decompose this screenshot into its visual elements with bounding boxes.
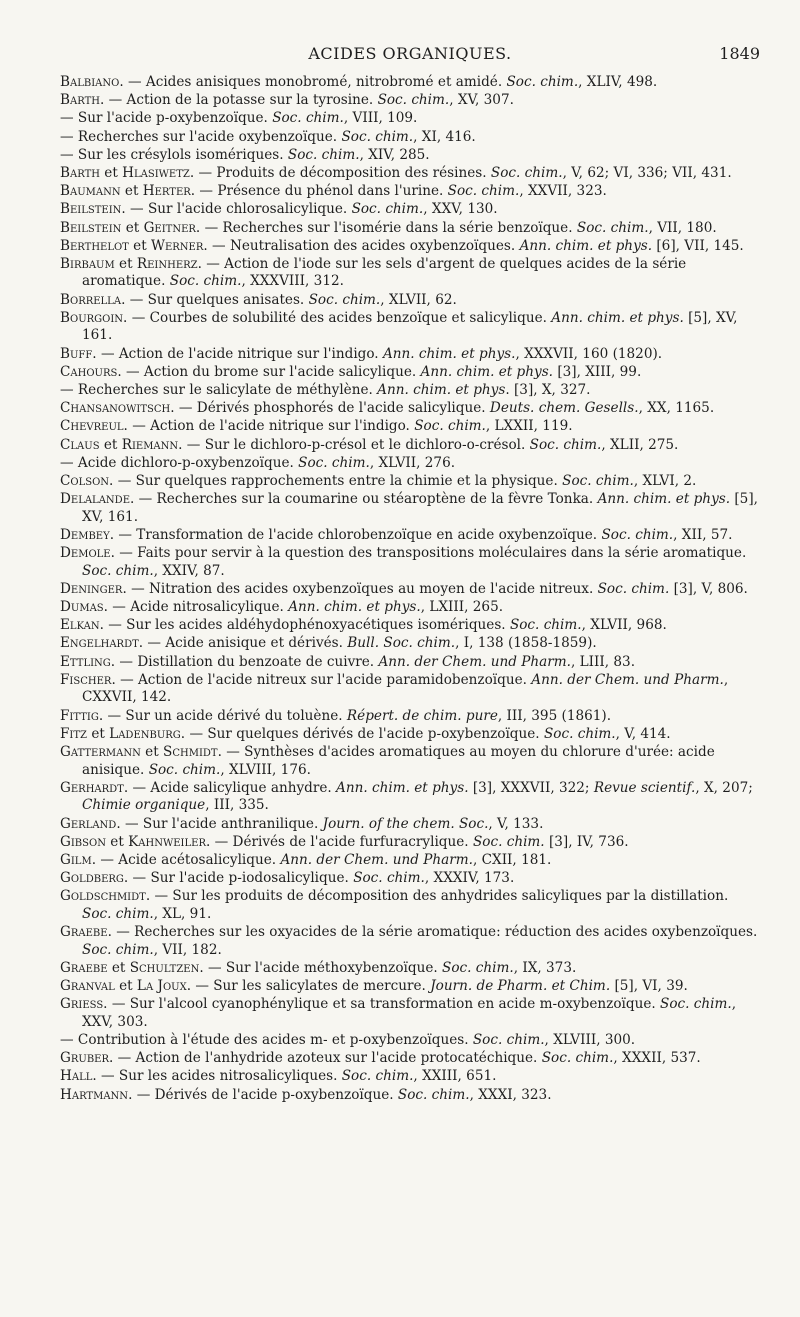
- entry-text: . — Sur les salicylates de mercure.: [186, 978, 431, 995]
- bibliography-entry: [60, 292, 760, 310]
- entry-text: [6], VII, 145.: [652, 237, 744, 254]
- author-name: Griess: [60, 996, 104, 1013]
- author-name: Fischer: [60, 671, 112, 688]
- entry-text: et: [99, 436, 122, 453]
- bibliography-entry: [60, 201, 760, 219]
- journal-title: Soc. chim.: [472, 833, 545, 850]
- author-name: La Joux: [136, 978, 187, 995]
- bibliography-entry: [60, 400, 760, 418]
- entry-text: , XLVII, 62.: [380, 291, 457, 308]
- journal-title: Soc. chim.: [272, 110, 344, 127]
- journal-title: Ann. der Chem. und Pharm.: [280, 851, 473, 868]
- entry-text: . — Sur le dichloro-p-crésol et le dichloro-o-crésol.: [178, 436, 530, 453]
- bibliography-entry: [60, 220, 760, 238]
- journal-title: Soc. chim.: [541, 1050, 614, 1067]
- journal-title: Ann. chim. et phys.: [597, 491, 731, 508]
- entry-text: . — Acide salicylique anhydre.: [123, 779, 337, 796]
- entry-text: . — Recherches sur l'isomérie dans la série benzoïque.: [195, 219, 577, 236]
- author-name: Schmidt: [163, 743, 218, 760]
- journal-title: Soc. chim.: [601, 526, 674, 543]
- bibliography-entry: [60, 852, 760, 870]
- entry-text: , XLVII, 968.: [581, 617, 667, 634]
- journal-title: Ann. der Chem. und Pharm.: [378, 653, 571, 670]
- journal-title: Soc. chim.: [397, 1086, 470, 1103]
- entry-text: , III, 335.: [205, 797, 269, 814]
- bibliography-entry: [60, 888, 760, 923]
- entry-text: . — Sur les produits de décomposition des anhydrides salicyliques par la distillation.: [145, 888, 729, 905]
- bibliography-entry: [60, 183, 760, 201]
- entry-text: et: [120, 183, 143, 200]
- bibliography-entry: [60, 346, 760, 364]
- bibliography-entry: [60, 924, 760, 959]
- journal-title: Soc. chim.: [82, 562, 154, 579]
- bibliography-entry: [60, 147, 760, 165]
- entry-text: . — Synthèses d'acides aromatiques au moyen du chlorure d'urée: acide anisique.: [82, 743, 715, 778]
- journal-title: Soc. chim.: [472, 1032, 545, 1048]
- bibliography-entry: [60, 617, 760, 635]
- journal-title: Bull. Soc. chim.: [347, 635, 456, 652]
- bibliography-entry: [60, 581, 760, 599]
- entry-text: , X, 207;: [695, 779, 753, 796]
- running-head: [60, 44, 760, 66]
- page-number: 1849: [719, 44, 760, 63]
- bibliography-entry: [60, 978, 760, 996]
- author-name: Granval: [60, 978, 115, 995]
- bibliography-entry: [60, 672, 760, 707]
- author-name: Elkan: [60, 617, 100, 634]
- entry-text: , I, 138 (1858-1859).: [455, 635, 597, 652]
- author-name: Cahours: [60, 363, 118, 380]
- bibliography-entry: [60, 382, 760, 400]
- bibliography-entry: [60, 129, 760, 147]
- entry-text: , V, 62; VI, 336; VII, 431.: [562, 164, 732, 181]
- entry-text: . — Sur quelques dérivés de l'acide p-oxybenzoïque.: [180, 725, 544, 742]
- entry-text: . — Acide anisique et dérivés.: [138, 635, 348, 652]
- entry-text: , XV, 307.: [449, 92, 514, 109]
- journal-title: Soc. chim.: [509, 617, 582, 634]
- bibliography-entry: [60, 780, 760, 815]
- entry-text: et: [105, 833, 129, 850]
- journal-title: Soc. chim.: [442, 959, 514, 976]
- entry-text: . — Sur les acides aldéhydophénoxyacétiques isomériques.: [99, 617, 510, 634]
- entry-text: . — Transformation de l'acide chlorobenzoïque en acide oxybenzoïque.: [109, 526, 602, 543]
- entry-text: . — Action de l'iode sur les sels d'argent de quelques acides de la série aromatique.: [82, 255, 687, 290]
- entry-text: . — Neutralisation des acides oxybenzoïques.: [203, 237, 520, 254]
- bibliography-entry: [60, 238, 760, 256]
- author-name: Riemann: [121, 436, 179, 453]
- journal-title: Ann. chim. et phys.: [420, 363, 553, 380]
- entry-text: , XXIII, 651.: [413, 1068, 497, 1085]
- journal-title: Soc. chim.: [148, 761, 221, 778]
- entry-text: . — Courbes de solubilité des acides benzoïque et salicylique.: [123, 309, 552, 326]
- author-name: Gerland: [60, 815, 117, 832]
- entry-text: , VII, 182.: [153, 941, 222, 958]
- entry-text: . — Sur quelques anisates.: [121, 291, 309, 308]
- entry-text: . — Action de l'anhydride azoteux sur l'acide protocatéchique.: [109, 1050, 542, 1067]
- entry-text: . — Action de la potasse sur la tyrosine.: [99, 92, 378, 109]
- entry-text: , V, 133.: [488, 815, 544, 832]
- entry-text: , XLIV, 498.: [578, 74, 658, 90]
- entry-text: , LIII, 83.: [570, 653, 636, 670]
- author-name: Chevreul: [60, 418, 124, 435]
- author-name: Dumas: [60, 599, 104, 616]
- journal-title: Soc. chim.: [341, 1068, 414, 1085]
- journal-title: Ann. chim. et phys.: [336, 779, 469, 796]
- entry-text: . — Distillation du benzoate de cuivre.: [110, 653, 379, 670]
- journal-title: Revue scientif.: [593, 779, 696, 796]
- entry-text: — Recherches sur l'acide oxybenzoïque.: [60, 128, 342, 145]
- journal-title: Soc. chim.: [287, 146, 360, 163]
- entry-text: , VIII, 109.: [343, 110, 418, 127]
- entry-text: . — Acide nitrosalicylique.: [103, 599, 289, 616]
- journal-title: Soc. chim.: [82, 905, 154, 922]
- entry-text: , XIV, 285.: [359, 146, 430, 163]
- entry-text: , XX, 1165.: [638, 400, 715, 417]
- bibliography-entry: [60, 834, 760, 852]
- entry-text: , XII, 57.: [673, 526, 733, 543]
- author-name: Goldberg: [60, 870, 124, 887]
- entry-text: et: [114, 978, 137, 995]
- author-name: Goldschmidt: [60, 888, 146, 905]
- entry-text: — Acide dichloro-p-oxybenzoïque.: [60, 454, 299, 471]
- entry-text: , XXV, 130.: [423, 201, 498, 218]
- author-name: Kahnweiler: [128, 833, 206, 850]
- entry-text: et: [99, 164, 123, 181]
- author-name: Bourgoin: [60, 309, 124, 326]
- journal-title: Soc. chim.: [660, 996, 732, 1013]
- author-name: Schultzen: [129, 959, 200, 976]
- entry-text: , XXXVIII, 312.: [241, 273, 344, 290]
- entry-text: , III, 395 (1861).: [497, 707, 612, 724]
- journal-title: Soc. chim.: [543, 725, 616, 742]
- journal-title: Ann. chim. et phys: [377, 382, 506, 398]
- entry-text: , XLVII, 276.: [369, 454, 456, 471]
- entry-text: . — Recherches sur la coumarine ou stéaroptène de la fèvre Tonka.: [130, 491, 598, 508]
- entry-text: , XLVIII, 300.: [544, 1032, 636, 1048]
- entry-text: , XXXI, 323.: [469, 1086, 552, 1103]
- bibliography-entry: [60, 599, 760, 617]
- entry-text: . — Nitration des acides oxybenzoïques au moyen de l'acide nitreux.: [122, 580, 598, 597]
- journal-title: Soc. chim.: [82, 941, 154, 958]
- journal-title: Soc. chim.: [414, 418, 486, 435]
- bibliography-entry: [60, 110, 760, 128]
- journal-title: Répert. de chim. pure: [346, 707, 498, 724]
- bibliography-entry: [60, 744, 760, 779]
- author-name: Geitner: [143, 219, 196, 236]
- journal-title: Soc. chim.: [490, 164, 563, 181]
- bibliography-list: [60, 74, 760, 1105]
- author-name: Deninger: [60, 580, 123, 597]
- bibliography-entry: [60, 455, 760, 473]
- bibliography-entry: [60, 1087, 760, 1105]
- author-name: Gibson: [60, 833, 106, 850]
- entry-text: . — Produits de décomposition des résines.: [189, 164, 491, 181]
- entry-text: . — Sur l'acide anthranilique.: [116, 815, 323, 832]
- journal-title: Soc. chim.: [506, 74, 579, 90]
- bibliography-entry: [60, 256, 760, 291]
- journal-title: Chimie organique: [82, 797, 206, 814]
- entry-text: , VII, 180.: [648, 219, 717, 236]
- entry-text: , XLVI, 2.: [633, 472, 697, 489]
- bibliography-entry: [60, 1032, 760, 1050]
- author-name: Birbaum: [60, 255, 115, 272]
- bibliography-entry: [60, 870, 760, 888]
- author-name: Colson: [60, 472, 110, 489]
- entry-text: , CXII, 181.: [472, 851, 552, 868]
- bibliography-entry: [60, 437, 760, 455]
- entry-text: , XI, 416.: [413, 128, 476, 145]
- author-name: Borrella: [60, 291, 122, 308]
- author-name: Engelhardt: [60, 635, 139, 652]
- bibliography-entry: [60, 527, 760, 545]
- journal-title: Soc. chim.: [351, 201, 424, 218]
- bibliography-entry: [60, 654, 760, 672]
- bibliography-entry: [60, 816, 760, 834]
- author-name: Barth: [60, 164, 100, 181]
- entry-text: [3], XXXVII, 322;: [468, 779, 594, 796]
- entry-text: . — Action de l'acide nitreux sur l'acide paramidobenzoïque.: [111, 671, 532, 688]
- author-name: Fitz: [60, 725, 88, 742]
- entry-text: , XXV, 303.: [82, 996, 737, 1030]
- entry-text: [3], XIII, 99.: [553, 363, 642, 380]
- entry-text: et: [114, 255, 137, 272]
- journal-title: Soc. chim.: [341, 128, 414, 145]
- bibliography-entry: [60, 545, 760, 580]
- entry-text: et: [87, 725, 110, 742]
- entry-text: , XXXVII, 160 (1820).: [515, 345, 663, 362]
- journal-title: Soc. chim.: [169, 273, 242, 290]
- entry-text: . — Action de l'acide nitrique sur l'indigo.: [92, 345, 383, 362]
- entry-text: . — Sur l'alcool cyanophénylique et sa transformation en acide m-oxybenzoïque.: [103, 996, 661, 1013]
- author-name: Ladenburg: [109, 725, 181, 742]
- journal-title: Deuts. chem. Gesells.: [489, 400, 639, 417]
- journal-title: Soc. chim.: [377, 92, 450, 109]
- bibliography-entry: [60, 1068, 760, 1086]
- entry-text: , LXIII, 265.: [420, 599, 504, 616]
- entry-text: et: [140, 743, 164, 760]
- entry-text: . — Faits pour servir à la question des transpositions moléculaires dans la série aromatique.: [110, 545, 747, 562]
- bibliography-entry: [60, 1050, 760, 1068]
- bibliography-entry: [60, 960, 760, 978]
- entry-text: . — Dérivés phosphorés de l'acide salicylique.: [170, 400, 490, 417]
- journal-title: Soc. chim.: [562, 472, 634, 489]
- entry-text: — Recherches sur le salicylate de méthylène.: [60, 382, 378, 398]
- bibliography-entry: [60, 418, 760, 436]
- author-name: Delalande: [60, 491, 130, 508]
- entry-text: . — Dérivés de l'acide p-oxybenzoïque.: [128, 1086, 398, 1103]
- author-name: Gattermann: [60, 743, 141, 760]
- author-name: Baumann: [60, 183, 121, 200]
- entry-text: [3], V, 806.: [669, 580, 748, 597]
- entry-text: , XXXII, 537.: [613, 1050, 701, 1067]
- author-name: Graebe: [60, 959, 108, 976]
- journal-title: Journ. of the chem. Soc.: [322, 815, 489, 832]
- bibliography-entry: [60, 165, 760, 183]
- entry-text: . — Dérivés de l'acide furfuracrylique.: [205, 833, 473, 850]
- entry-text: , LXXII, 119.: [485, 418, 573, 435]
- author-name: Beilstein: [60, 201, 122, 218]
- author-name: Hartmann: [60, 1086, 129, 1103]
- entry-text: , XLVIII, 176.: [220, 761, 311, 778]
- entry-text: . — Sur quelques rapprochements entre la chimie et la physique.: [109, 472, 563, 489]
- entry-text: . — Action du brome sur l'acide salicylique.: [117, 363, 421, 380]
- author-name: Hlasiwetz: [122, 164, 190, 181]
- author-name: Ettling: [60, 653, 111, 670]
- entry-text: [5], XV, 161.: [82, 309, 738, 344]
- entry-text: . — Sur un acide dérivé du toluène.: [98, 707, 347, 724]
- bibliography-entry: [60, 92, 760, 110]
- author-name: Gruber: [60, 1050, 109, 1067]
- author-name: Fittig: [60, 707, 99, 724]
- bibliography-entry: [60, 364, 760, 382]
- entry-text: , V, 414.: [615, 725, 671, 742]
- entry-text: , XXVII, 323.: [519, 183, 607, 200]
- entry-text: [5], VI, 39.: [610, 978, 688, 995]
- entry-text: — Sur l'acide p-oxybenzoïque.: [60, 110, 273, 127]
- bibliography-entry: [60, 74, 760, 92]
- journal-title: Ann. chim. et phys.: [551, 309, 684, 326]
- author-name: Barth: [60, 92, 100, 109]
- author-name: Buff: [60, 345, 93, 362]
- journal-title: Ann. chim. et phys.: [519, 237, 653, 254]
- entry-text: . — Sur l'acide p-iodosalicylique.: [123, 870, 354, 887]
- author-name: Gilm: [60, 851, 92, 868]
- author-name: Gerhardt: [60, 779, 124, 796]
- entry-text: . — Sur les acides nitrosalicyliques.: [92, 1068, 342, 1085]
- author-name: Hall: [60, 1068, 93, 1085]
- entry-text: — Contribution à l'étude des acides m- et p-oxybenzoïques.: [60, 1032, 473, 1048]
- journal-title: Soc. chim.: [353, 870, 425, 887]
- bibliography-entry: [60, 635, 760, 653]
- author-name: Werner: [151, 237, 204, 254]
- entry-text: . — Acide acétosalicylique.: [91, 851, 281, 868]
- entry-text: [3], IV, 736.: [544, 833, 629, 850]
- journal-title: Soc. chim.: [529, 436, 602, 453]
- entry-text: , XXIV, 87.: [153, 562, 225, 579]
- entry-text: et: [121, 219, 144, 236]
- journal-title: Ann. chim. et phys.: [288, 599, 421, 616]
- bibliography-entry: [60, 310, 760, 345]
- entry-text: [5], XV, 161.: [82, 491, 758, 525]
- entry-text: . — Sur l'acide chlorosalicylique.: [121, 201, 352, 218]
- entry-text: . — Présence du phénol dans l'urine.: [190, 183, 448, 200]
- author-name: Demole: [60, 545, 111, 562]
- author-name: Balbiano: [60, 74, 120, 90]
- author-name: Dembey: [60, 526, 110, 543]
- entry-text: . — Sur l'acide méthoxybenzoïque.: [199, 959, 443, 976]
- journal-title: Soc. chim.: [308, 291, 381, 308]
- entry-text: , XL, 91.: [153, 905, 212, 922]
- entry-text: et: [128, 237, 151, 254]
- entry-text: — Sur les crésylols isomériques.: [60, 146, 288, 163]
- journal-title: Soc. chim.: [298, 454, 370, 471]
- journal-title: Ann. chim. et phys.: [382, 345, 516, 362]
- bibliography-entry: [60, 726, 760, 744]
- journal-title: Ann. der Chem. und Pharm.: [531, 671, 724, 688]
- page-title: ACIDES ORGANIQUES.: [308, 44, 512, 63]
- bibliography-entry: [60, 473, 760, 491]
- entry-text: . [3], X, 327.: [505, 382, 591, 398]
- entry-text: et: [107, 959, 130, 976]
- author-name: Beilstein: [60, 219, 122, 236]
- author-name: Claus: [60, 436, 100, 453]
- bibliography-entry: [60, 708, 760, 726]
- author-name: Herter: [142, 183, 191, 200]
- bibliography-entry: [60, 996, 760, 1031]
- journal-title: Soc. chim.: [447, 183, 520, 200]
- bibliography-entry: [60, 491, 760, 526]
- entry-text: , XXXIV, 173.: [424, 870, 515, 887]
- entry-text: . — Recherches sur les oxyacides de la série aromatique: réduction des acides oxybenzoïques.: [107, 924, 758, 941]
- entry-text: , CXXVII, 142.: [82, 671, 729, 706]
- author-name: Graebe: [60, 924, 108, 941]
- author-name: Reinherz: [136, 255, 198, 272]
- author-name: Chansanowitsch: [60, 400, 171, 417]
- entry-text: . — Acides anisiques monobromé, nitrobromé et amidé.: [119, 74, 507, 90]
- entry-text: , IX, 373.: [513, 959, 577, 976]
- author-name: Berthelot: [60, 237, 129, 254]
- entry-text: , XLII, 275.: [601, 436, 679, 453]
- entry-text: . — Action de l'acide nitrique sur l'indigo.: [123, 418, 415, 435]
- journal-title: Soc. chim.: [597, 580, 670, 597]
- journal-title: Journ. de Pharm. et Chim.: [430, 978, 611, 995]
- journal-title: Soc. chim.: [576, 219, 649, 236]
